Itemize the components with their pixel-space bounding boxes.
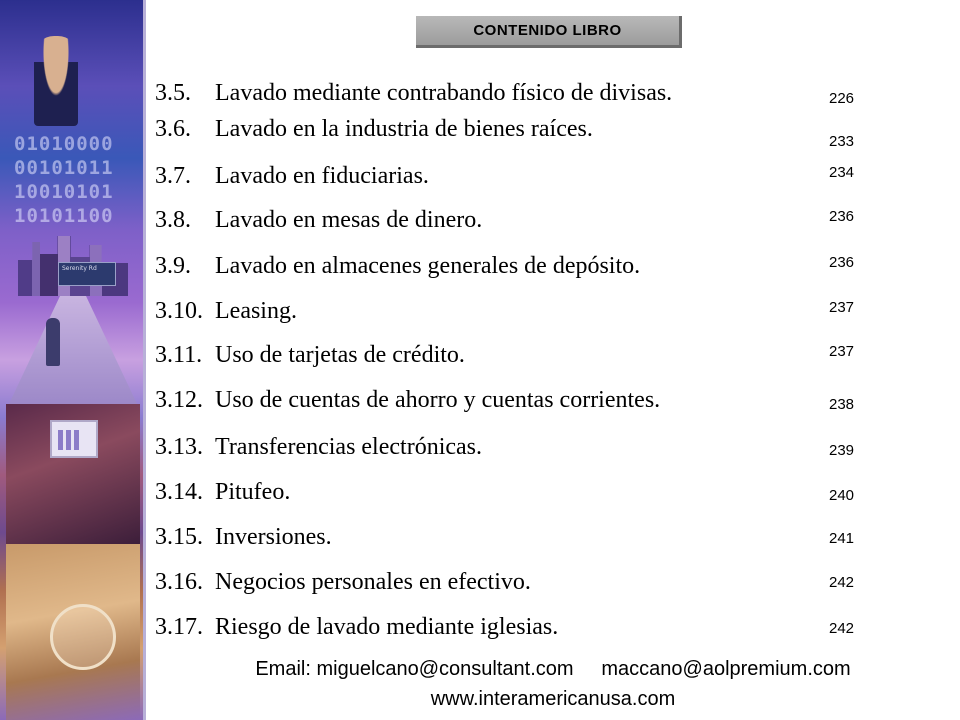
toc-page: 237: [829, 343, 855, 360]
toc-number: 3.6.: [155, 116, 191, 142]
binary-digits-overlay: [14, 132, 134, 228]
toc-title: Lavado en fiduciarias.: [215, 163, 429, 189]
toc-title: Riesgo de lavado mediante iglesias.: [215, 614, 559, 640]
toc-row: [155, 342, 875, 372]
toc-number: 3.10.: [155, 298, 203, 324]
binary-line: 00101011: [14, 157, 114, 179]
toc-title: Negocios personales en efectivo.: [215, 569, 531, 595]
toc-title: Lavado en mesas de dinero.: [215, 207, 483, 233]
toc-row: [155, 524, 875, 554]
toc-number: 3.8.: [155, 207, 191, 233]
bar-chart-icon: [58, 430, 84, 450]
email-line: [146, 654, 960, 684]
toc-page: 242: [829, 574, 855, 591]
toc-row: [155, 387, 875, 417]
toc-number: 3.12.: [155, 387, 203, 413]
toc-title: Inversiones.: [215, 524, 332, 550]
page-title-tab: [416, 16, 682, 48]
toc-row: [155, 434, 875, 464]
toc-row: [155, 298, 875, 328]
toc-page: 234: [829, 164, 855, 181]
toc-page: 240: [829, 487, 855, 504]
binary-line: 01010000: [14, 133, 114, 155]
toc-page: 242: [829, 620, 855, 637]
toc-number: 3.13.: [155, 434, 203, 460]
toc-page: 238: [829, 396, 855, 413]
toc-number: 3.11.: [155, 342, 203, 368]
decorative-banner-image: [0, 0, 146, 720]
toc-row: [155, 116, 875, 150]
page-title: CONTENIDO LIBRO: [473, 22, 622, 39]
toc-page: 233: [829, 133, 855, 150]
toc-number: 3.5.: [155, 80, 191, 106]
toc-title: Lavado en la industria de bienes raíces.: [215, 116, 593, 142]
toc-page: 237: [829, 299, 855, 316]
toc-title: Uso de tarjetas de crédito.: [215, 342, 465, 368]
email-label: Email:: [255, 658, 311, 680]
walking-person-figure: [46, 318, 60, 366]
toc-page: 236: [829, 254, 855, 271]
binary-line: 10101100: [14, 205, 114, 227]
toc-page: 239: [829, 442, 855, 459]
money-road: [8, 296, 138, 406]
footer: [146, 654, 960, 714]
binary-line: 10010101: [14, 181, 114, 203]
toc-page: 226: [829, 90, 855, 107]
toc-row: [155, 479, 875, 509]
toc-title: Lavado mediante contrabando físico de divisas.: [215, 80, 673, 106]
email-link[interactable]: miguelcano@consultant.com: [316, 658, 574, 680]
toc-row: [155, 163, 875, 193]
street-sign-text: Serenity Rd: [62, 265, 97, 272]
toc-number: 3.15.: [155, 524, 203, 550]
toc-title: Lavado en almacenes generales de depósito.: [215, 253, 641, 279]
toc-title: Transferencias electrónicas.: [215, 434, 482, 460]
toc-row: [155, 614, 875, 644]
street-sign: [58, 262, 116, 286]
toc-number: 3.17.: [155, 614, 203, 640]
toc-row: [155, 569, 875, 599]
toc-title: Pitufeo.: [215, 479, 291, 505]
businessman-figure: [34, 36, 78, 126]
toc-number: 3.7.: [155, 163, 191, 189]
toc-row: [155, 80, 875, 110]
toc-title: Uso de cuentas de ahorro y cuentas corrientes.: [215, 387, 661, 413]
clock-icon: [50, 604, 116, 670]
toc-title: Leasing.: [215, 298, 297, 324]
toc-row: [155, 207, 875, 237]
website-link[interactable]: www.interamericanusa.com: [430, 688, 676, 710]
toc-number: 3.16.: [155, 569, 203, 595]
toc-page: 236: [829, 208, 855, 225]
toc-row: [155, 253, 875, 283]
toc-number: 3.14.: [155, 479, 203, 505]
toc-number: 3.9.: [155, 253, 191, 279]
email-link[interactable]: maccano@aolpremium.com: [601, 658, 851, 680]
toc-page: 241: [829, 530, 855, 547]
